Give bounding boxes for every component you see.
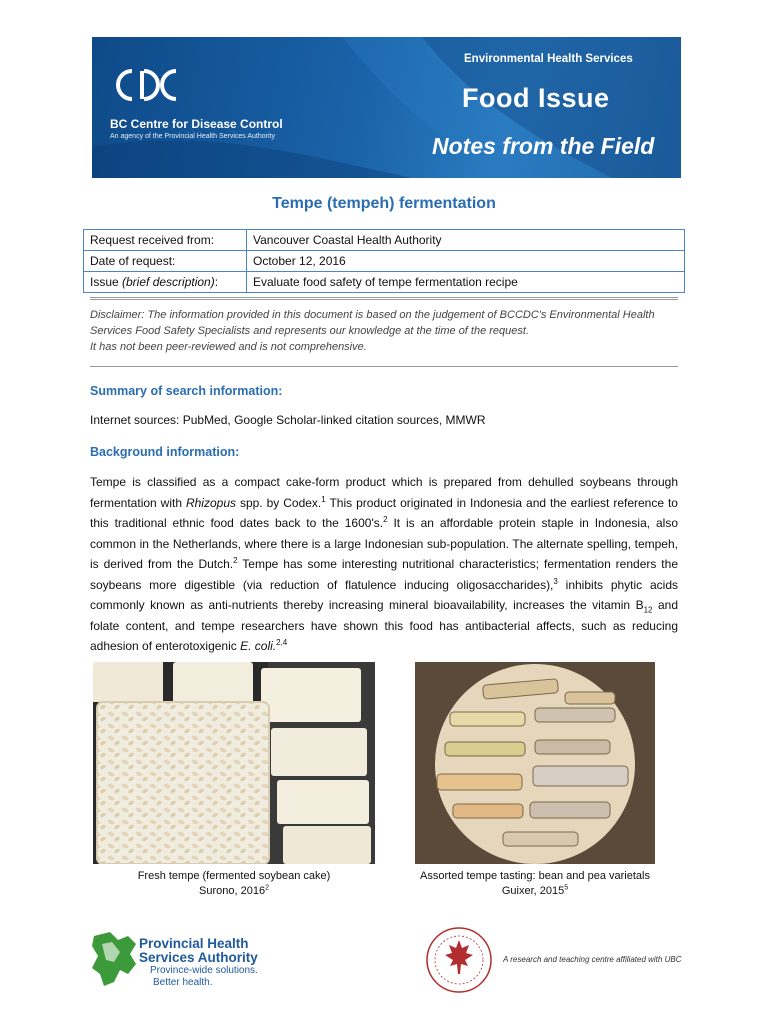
- row-key: [84, 272, 247, 293]
- phsa-tagline: [150, 965, 258, 989]
- background-heading: Background information:: [90, 445, 240, 459]
- row-key-text: Issue: [90, 275, 123, 289]
- request-info-table: [83, 229, 685, 293]
- ubc-affiliation: A research and teaching centre affiliated with UBC: [503, 955, 682, 964]
- accreditation-seal-icon: [425, 926, 493, 994]
- banner-title: Food Issue: [462, 83, 610, 113]
- header-banner: [92, 37, 681, 178]
- phsa-tagline-line: Province-wide solutions.: [150, 965, 258, 976]
- divider: [90, 297, 678, 300]
- row-key: Date of request:: [84, 251, 247, 272]
- phsa-name-line: Services Authority: [139, 950, 258, 965]
- service-name: Environmental Health Services: [464, 53, 633, 65]
- disclaimer-note: It has not been peer-reviewed and is not comprehensive.: [90, 341, 367, 353]
- row-value: Vancouver Coastal Health Authority: [247, 230, 685, 251]
- org-subtitle: An agency of the Provincial Health Services Authority: [110, 133, 275, 140]
- row-value: Evaluate food safety of tempe fermentation recipe: [247, 272, 685, 293]
- disclaimer-text: Disclaimer: The information provided in this document is based on the judgement of BCCDC's Environmental Health Services Food Safety Specialists and represents our knowledge at the time of the request.: [90, 309, 655, 337]
- row-value: October 12, 2016: [247, 251, 685, 272]
- summary-text: Internet sources: PubMed, Google Scholar-linked citation sources, MMWR: [90, 413, 486, 427]
- caption-text: Assorted tempe tasting: bean and pea varietals: [420, 870, 650, 882]
- row-key-italic: (brief description): [122, 275, 215, 289]
- phsa-tagline-line: Better health.: [153, 977, 213, 988]
- cdc-logo-icon: [110, 65, 182, 105]
- photo-caption: [405, 869, 665, 899]
- tempe-tasting-image: [415, 662, 655, 864]
- summary-heading: Summary of search information:: [90, 384, 283, 398]
- page-title: Tempe (tempeh) fermentation: [272, 195, 496, 212]
- divider: [90, 366, 678, 367]
- table-row: [84, 251, 685, 272]
- photo-caption: [93, 869, 375, 899]
- background-paragraph: Tempe is classified as a compact cake-form product which is prepared from dehulled soybeans through fermentation with Rhizopus spp. by Codex.$^1$ This product originated in Indonesia and the earliest reference to this traditional ethnic food dates back to the 1600's.$^2$ It is an affordable protein staple in Indonesia, also common in the Netherlands, where there is a large Indonesian sub-population. The alternate spelling, tempeh, is derived from the Dutch.$^2$ Tempe has some interesting nutritional characteristics; fermentation renders the soybeans more digestible (via reduction of flatulence inducing oligosaccharides),$^3$ inhibits phytic acids commonly known as anti-nutrients thereby increasing mineral bioavailability, increases the vitamin $B_{12}$ and folate content, and tempe researchers have shown this food has antibacterial affects, such as reducing adhesion of enterotoxigenic E. coli.$^{2,4}$: [90, 475, 679, 653]
- org-name: BC Centre for Disease Control: [110, 117, 283, 131]
- phsa-name-line: Provincial Health: [139, 936, 249, 951]
- table-row: [84, 272, 685, 293]
- banner-subtitle: Notes from the Field: [432, 133, 655, 159]
- table-row: [84, 230, 685, 251]
- phsa-name: [139, 937, 258, 965]
- tempe-blocks-image: [93, 662, 375, 864]
- fresh-tempe-photo: [93, 662, 375, 864]
- row-key-colon: :: [214, 275, 219, 289]
- caption-text: Fresh tempe (fermented soybean cake): [137, 870, 331, 882]
- row-key: Request received from:: [84, 230, 247, 251]
- disclaimer: [90, 307, 680, 355]
- caption-credit: Guixer, 2015$^5$: [501, 884, 569, 897]
- caption-credit: Surono, 2016$^2$: [199, 884, 269, 897]
- assorted-tempe-photo: [415, 662, 655, 864]
